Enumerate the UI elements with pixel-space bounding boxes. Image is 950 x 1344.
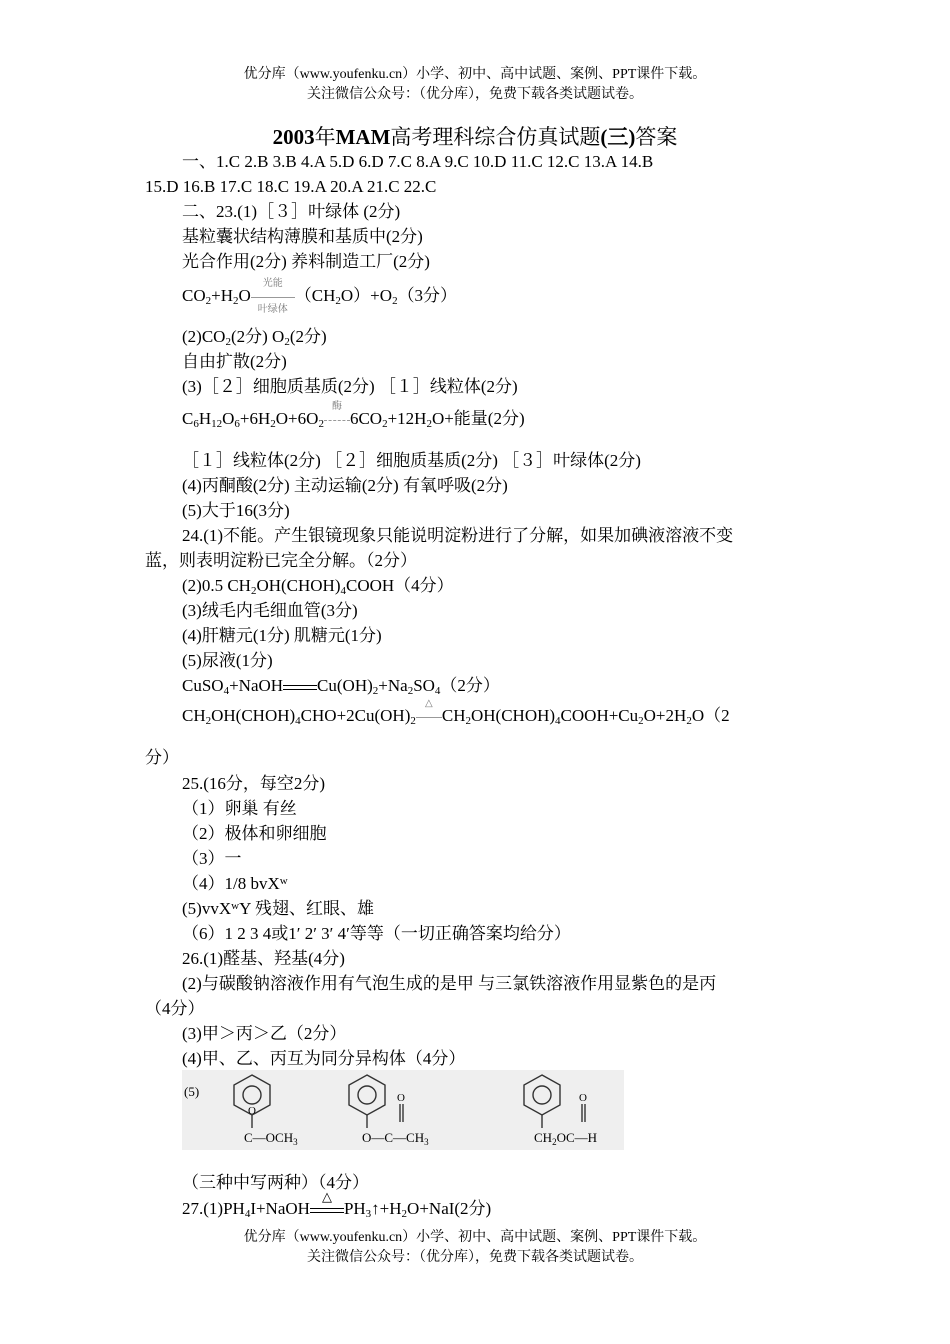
q23-line-2: 基粒囊状结构薄膜和基质中(2分) (182, 227, 423, 246)
page-title (0, 124, 950, 150)
svg-text:CH2OC—H: $CH_2OC—H$ (534, 1130, 598, 1147)
q26-line-6: （三种中写两种）（4分） (182, 1173, 369, 1192)
q24-line-4: (3)绒毛内毛细血管(3分) (182, 601, 358, 620)
title-nian: 年 (314, 125, 336, 149)
svg-text:C—OCH3: $C—OCH_3$ (244, 1130, 298, 1147)
q23-line-9: (5)大于16(3分) (182, 501, 290, 520)
q25-line-4: （3）一 (182, 849, 242, 868)
q27-equation: $27.(1)PH_4I+NaOH$ △ $PH_3↑+H_2O+NaI(2$分) (182, 1189, 492, 1220)
q26-line-4: (3)甲＞丙＞乙（2分） (182, 1024, 347, 1043)
q25-line-6: (5)vvX$^w$Y 残翅、红眼、雄 (182, 899, 374, 918)
q23-line-3: 光合作用(2分) 养料制造工厂(2分) (182, 252, 430, 271)
q26-line-1: 26.(1)醛基、羟基(4分) (182, 949, 345, 968)
copper-sulfate-equation: CuSO$_4$+NaOH $Cu(OH)_2+Na_2SO_4(2$分） (182, 676, 500, 697)
q25-line-7: （6）1 2 3 4或1′ 2′ 3′ 4′等等（一切正确答案均给分） (182, 924, 571, 943)
q24-line-6: (5)尿液(1分) (182, 651, 273, 670)
svg-text:O: O (579, 1092, 587, 1104)
enzyme-arrow: 酶 (324, 413, 350, 427)
q23-line-7: ［１］线粒体(2分) ［２］细胞质基质(2分) ［３］叶绿体(2分) (182, 451, 641, 470)
equals-sign (283, 681, 317, 693)
glucose-oxidation-equation: $CH_2OH(CHOH)_4CHO+2Cu(OH)_2$ △ $CH_2OH(CHOH)_4COOH+Cu_2O+2H_2O(2$ (182, 698, 730, 727)
svg-text:O—C—CH3: $O—C—CH_3$ (362, 1130, 429, 1147)
title-mam: MAM (335, 125, 391, 149)
respiration-equation: $C_6H_{12}O_6+6H_2O+6O_2$ 酶 $6CO_2+12H_2O+$能量(2分) (182, 401, 525, 430)
q26-line-3: （4分） (145, 999, 205, 1018)
q23-line-8: (4)丙酮酸(2分) 主动运输(2分) 有氧呼吸(2分) (182, 476, 508, 495)
title-num: (三) (600, 125, 636, 149)
q25-line-2: （1）卵巢 有丝 (182, 799, 297, 818)
heat-equals-sign: △ (310, 1204, 344, 1216)
q25-line-5: （4）1/8 bvX$^w$ (182, 874, 288, 893)
photosynthesis-equation: $CO_2+H_2O$ 光能 叶绿体 $(CH_2O)+O_2(3$分） (182, 278, 458, 316)
q26-line-5: (4)甲、乙、丙互为同分异构体（4分） (182, 1049, 466, 1068)
q24-line-7: 分） (145, 748, 179, 767)
q23-line-5: 自由扩散(2分) (182, 352, 287, 371)
svg-text:O: O (248, 1105, 256, 1117)
q26-line-2: (2)与碳酸钠溶液作用有气泡生成的是甲 与三氯铁溶液作用显紫色的是丙 (182, 974, 717, 993)
svg-text:O: O (397, 1092, 405, 1104)
title-rest1: 高考理科综合仿真试题 (390, 125, 601, 149)
structure-3 (524, 1075, 585, 1128)
footer-line-1: 优分库（www.youfenku.cn）小学、初中、高中试题、案例、PPT课件下载。 (243, 1230, 707, 1245)
header-line-2: 关注微信公众号：（优分库），免费下载各类试题试卷。 (307, 87, 643, 102)
answers-line-1: 一、1.C 2.B 3.B 4.A 5.D 6.D 7.C 8.A 9.C 10.D 11.C 12.C 13.A 14.B (182, 152, 654, 171)
q23-line-1: 二、23.(1)［３］叶绿体 (2分) (182, 202, 401, 221)
q24-line-1: 24.(1)不能。产生银镜现象只能说明淀粉进行了分解，如果加碘液溶液不变 (182, 526, 734, 545)
structural-formulas-image (182, 1070, 624, 1150)
title-rest2: 答案 (635, 125, 678, 149)
structure-1 (234, 1075, 270, 1128)
heat-arrow: △ (416, 710, 442, 724)
q24-line-5: (4)肝糖元(1分) 肌糖元(1分) (182, 626, 382, 645)
structure-2 (349, 1075, 403, 1128)
q23-line-4: $(2)CO_2(2$分) $O_2(2$分) (182, 327, 327, 348)
header-line-1: 优分库（www.youfenku.cn）小学、初中、高中试题、案例、PPT课件下载。 (243, 67, 707, 82)
q24-line-3: (2)0.5 $CH_2OH(CHOH)_4COOH(4$分） (182, 576, 454, 597)
title-year: 2003 (272, 125, 315, 149)
q24-line-2: 蓝，则表明淀粉已完全分解。（2分） (145, 551, 417, 570)
structures-label: (5) (184, 1084, 200, 1099)
q25-line-3: （2）极体和卵细胞 (182, 824, 327, 843)
footer-line-2: 关注微信公众号：（优分库），免费下载各类试题试卷。 (307, 1250, 643, 1265)
q23-line-6: (3)［２］细胞质基质(2分) ［１］线粒体(2分) (182, 377, 518, 396)
q25-line-1: 25.(16分，每空2分) (182, 774, 326, 793)
answers-line-2: 15.D 16.B 17.C 18.C 19.A 20.A 21.C 22.C (145, 177, 437, 196)
reaction-arrow: 光能 叶绿体 (251, 290, 295, 304)
